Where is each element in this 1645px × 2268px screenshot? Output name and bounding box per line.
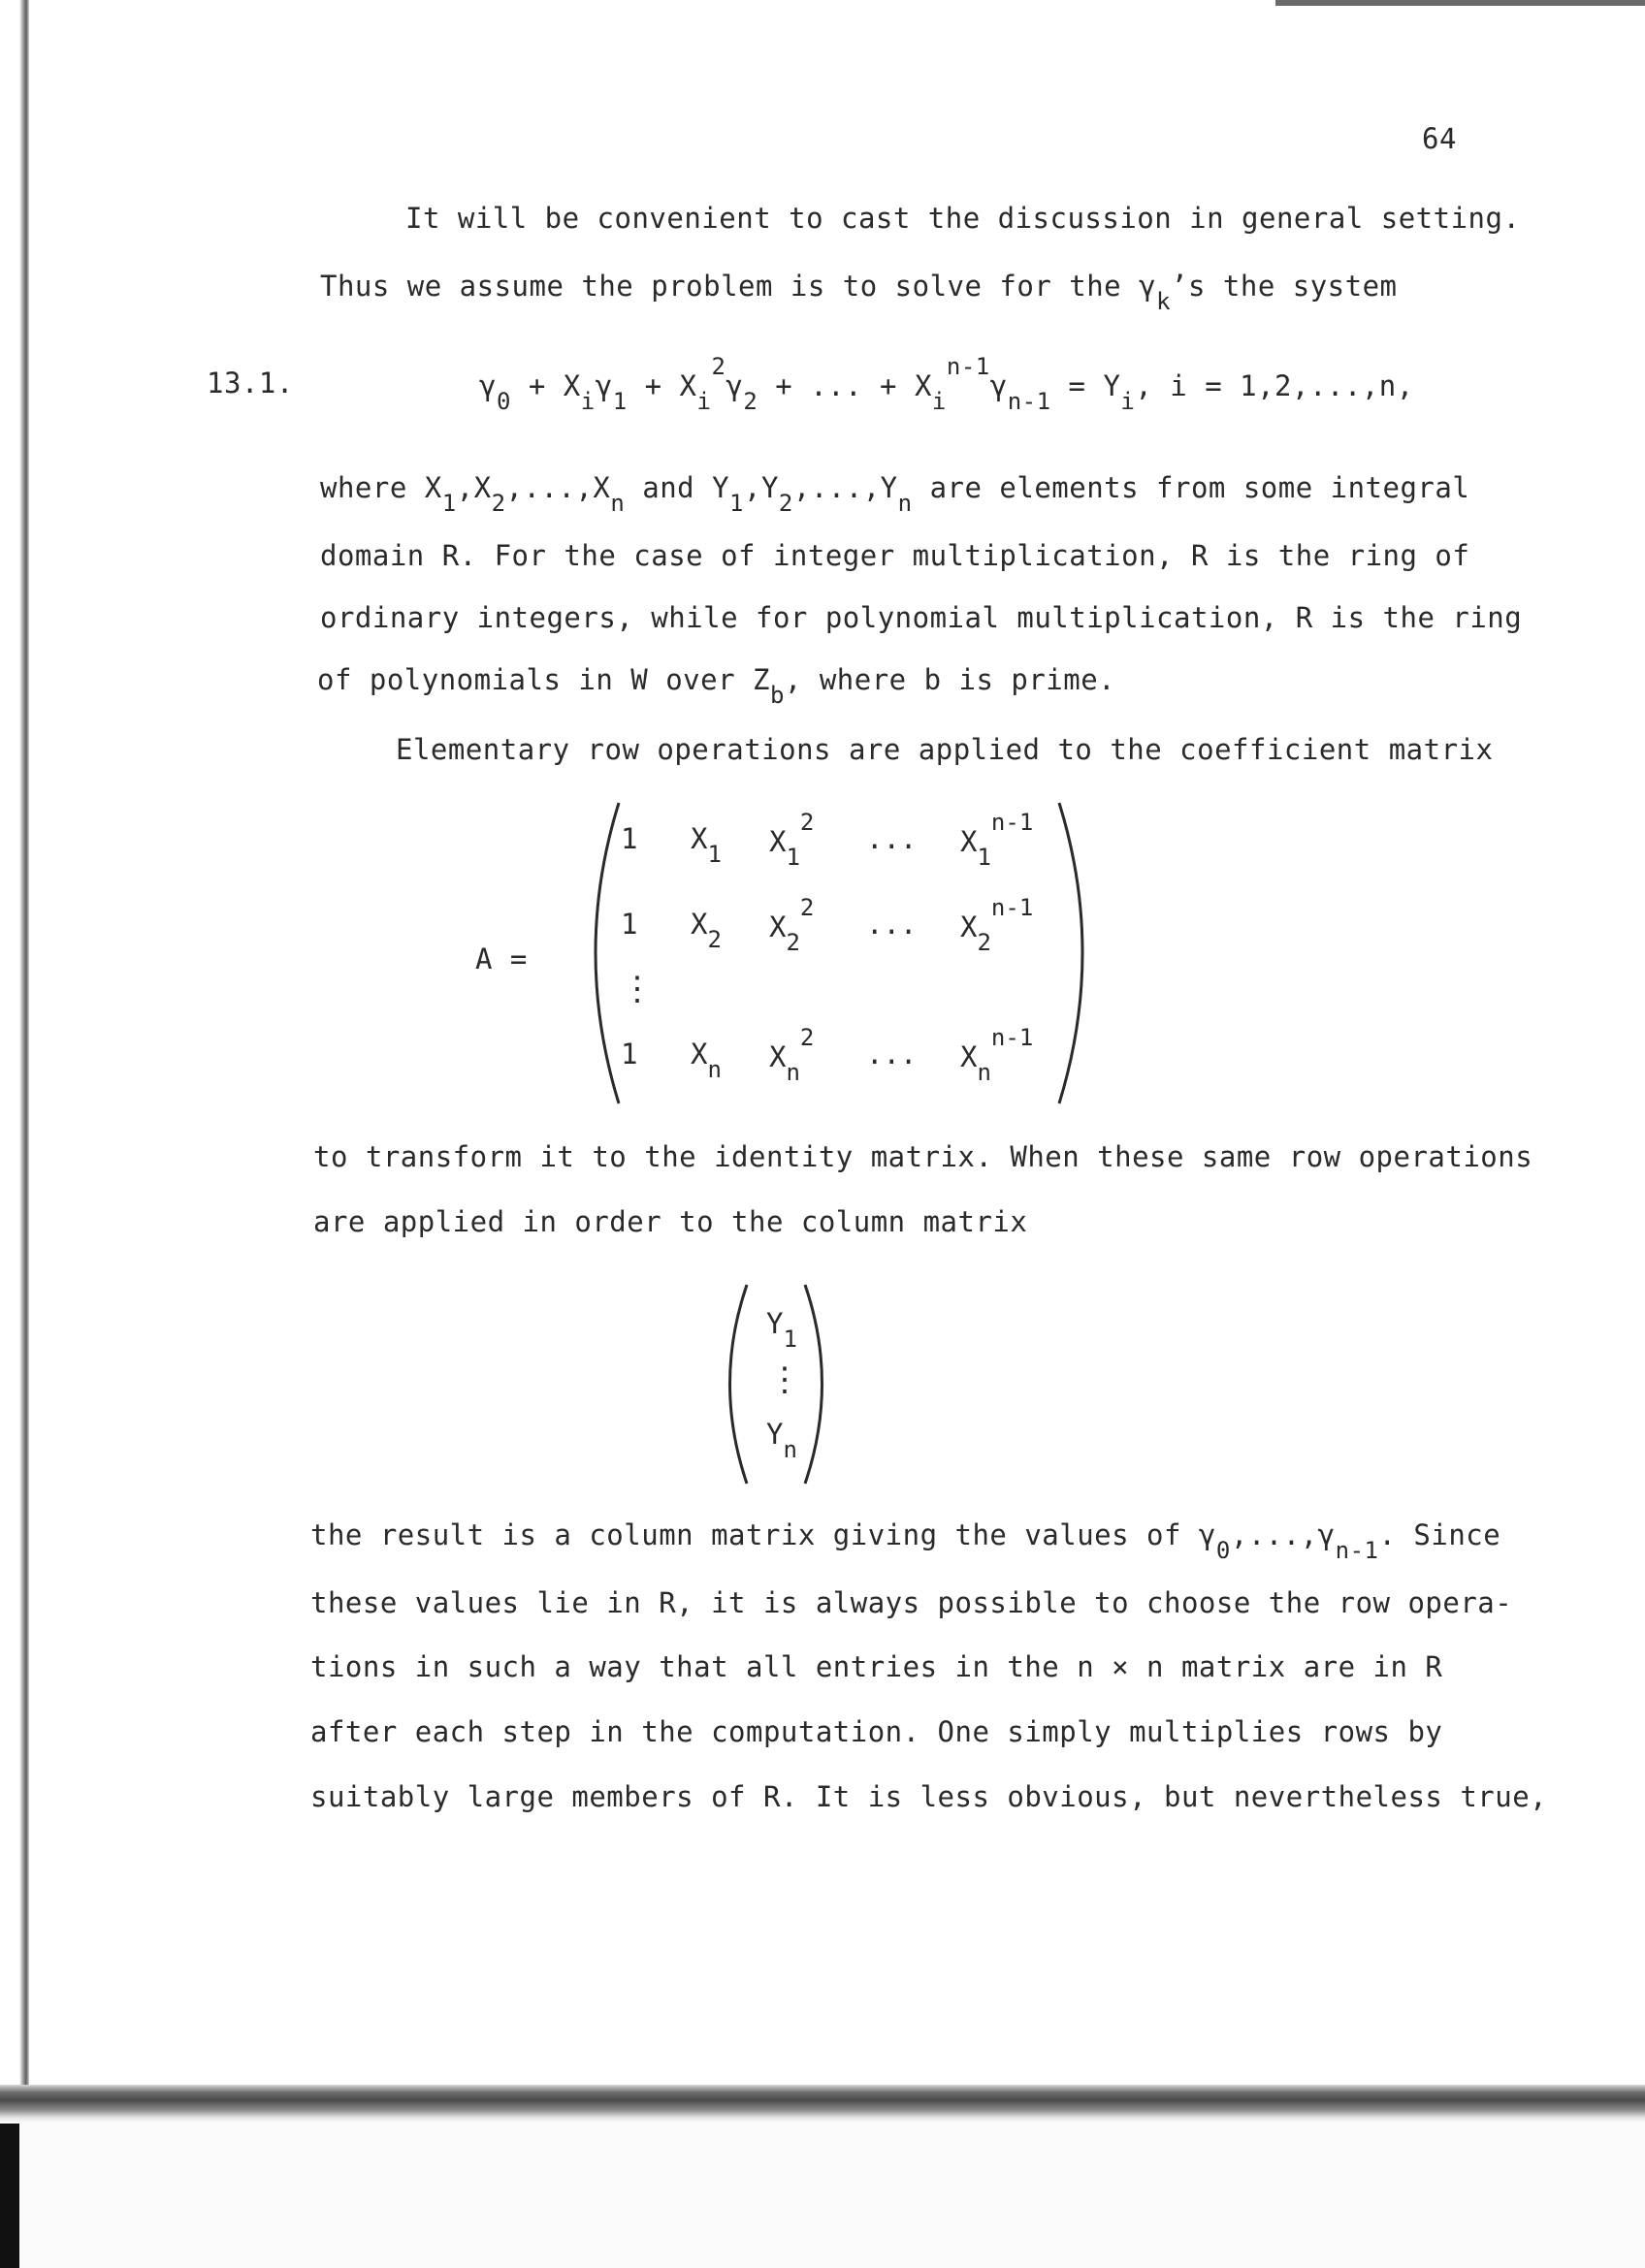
text-line-5: ordinary integers, while for polynomial multiplication, R is the ring [320,601,1523,634]
matrix-cell-row-2-dots: ... [866,908,918,941]
matrix-cell-row-n-dots: ... [866,1038,918,1070]
scan-margin [19,2124,1645,2268]
matrix-cell-row-n-x: $X_n$ [691,1038,722,1083]
text-line-10: the result is a column matrix giving the values of $\gamma_0,...,\gamma_{n-1}$. Since [310,1518,1501,1564]
equation-13-1: $\gamma_0 + X_i\gamma_1 + X_i^2\gamma_2$ + ... + $X_i^{n-1}\gamma_{n-1} = Y_i$, i = 1,2,...,n, [479,353,1414,415]
matrix-cell-row-2-x-power: $X_2^{n-1}$ [960,894,1034,956]
text-line-14: suitably large members of R. It is less obvious, but nevertheless true, [310,1780,1548,1813]
text-line-2: Thus we assume the problem is to solve for the $\gamma_k’s$ the system [320,270,1398,315]
text-line-7: Elementary row operations are applied to the coefficient matrix [396,733,1494,766]
column-entry-y1: $Y_1$ [766,1307,797,1353]
scan-edge-top [1275,0,1645,6]
text-line-11: these values lie in R, it is always possible to choose the row opera- [310,1586,1513,1619]
matrix-cell-row-1-x-squared: $X_1^2$ [769,809,815,871]
scan-bottom-band [0,2085,1645,2124]
text-line-1: It will be convenient to cast the discussion in general setting. [405,202,1521,235]
page-number: 64 [1422,122,1457,155]
matrix-cell-row-1-one: 1 [621,822,638,855]
matrix-cell-row-2-x-squared: $X_2^2$ [769,894,815,956]
matrix-cell-row-1-dots: ... [866,822,918,855]
text-line-3: where $X_1,X_2,...,X_n$ and $Y_1,Y_2,...,Y_n$ are elements from some integral [320,471,1470,517]
scan-binding-edge [0,0,29,2268]
text-line-4: domain R. For the case of integer multiplication, R is the ring of [320,539,1470,572]
text-line-9: are applied in order to the column matrix [313,1205,1028,1238]
matrix-label: A = [475,942,528,975]
column-vdots: ⋮ [768,1360,801,1399]
matrix-cell-row-n-x-power: $X_n^{n-1}$ [960,1024,1034,1086]
matrix-cell-row-2-x: $X_2$ [691,908,722,953]
matrix-cell-row-2-one: 1 [621,908,638,941]
column-entry-yn: $Y_n$ [766,1418,797,1463]
matrix-cell-row-n-x-squared: $X_n^2$ [769,1024,815,1086]
matrix-vdots: ⋮ [621,970,654,1008]
scan-corner [0,2124,19,2268]
equation-number: 13.1. [207,367,294,399]
text-line-13: after each step in the computation. One simply multiplies rows by [310,1715,1443,1748]
text-line-8: to transform it to the identity matrix. When these same row operations [313,1140,1533,1173]
matrix-cell-row-1-x-power: $X_1^{n-1}$ [960,809,1034,871]
matrix-cell-row-1-x: $X_1$ [691,822,722,868]
matrix-cell-row-n-one: 1 [621,1038,638,1070]
text-line-12: tions in such a way that all entries in the n × n matrix are in R [310,1650,1443,1683]
text-line-6: of polynomials in W over $Z_b$, where b is prime. [317,663,1116,709]
